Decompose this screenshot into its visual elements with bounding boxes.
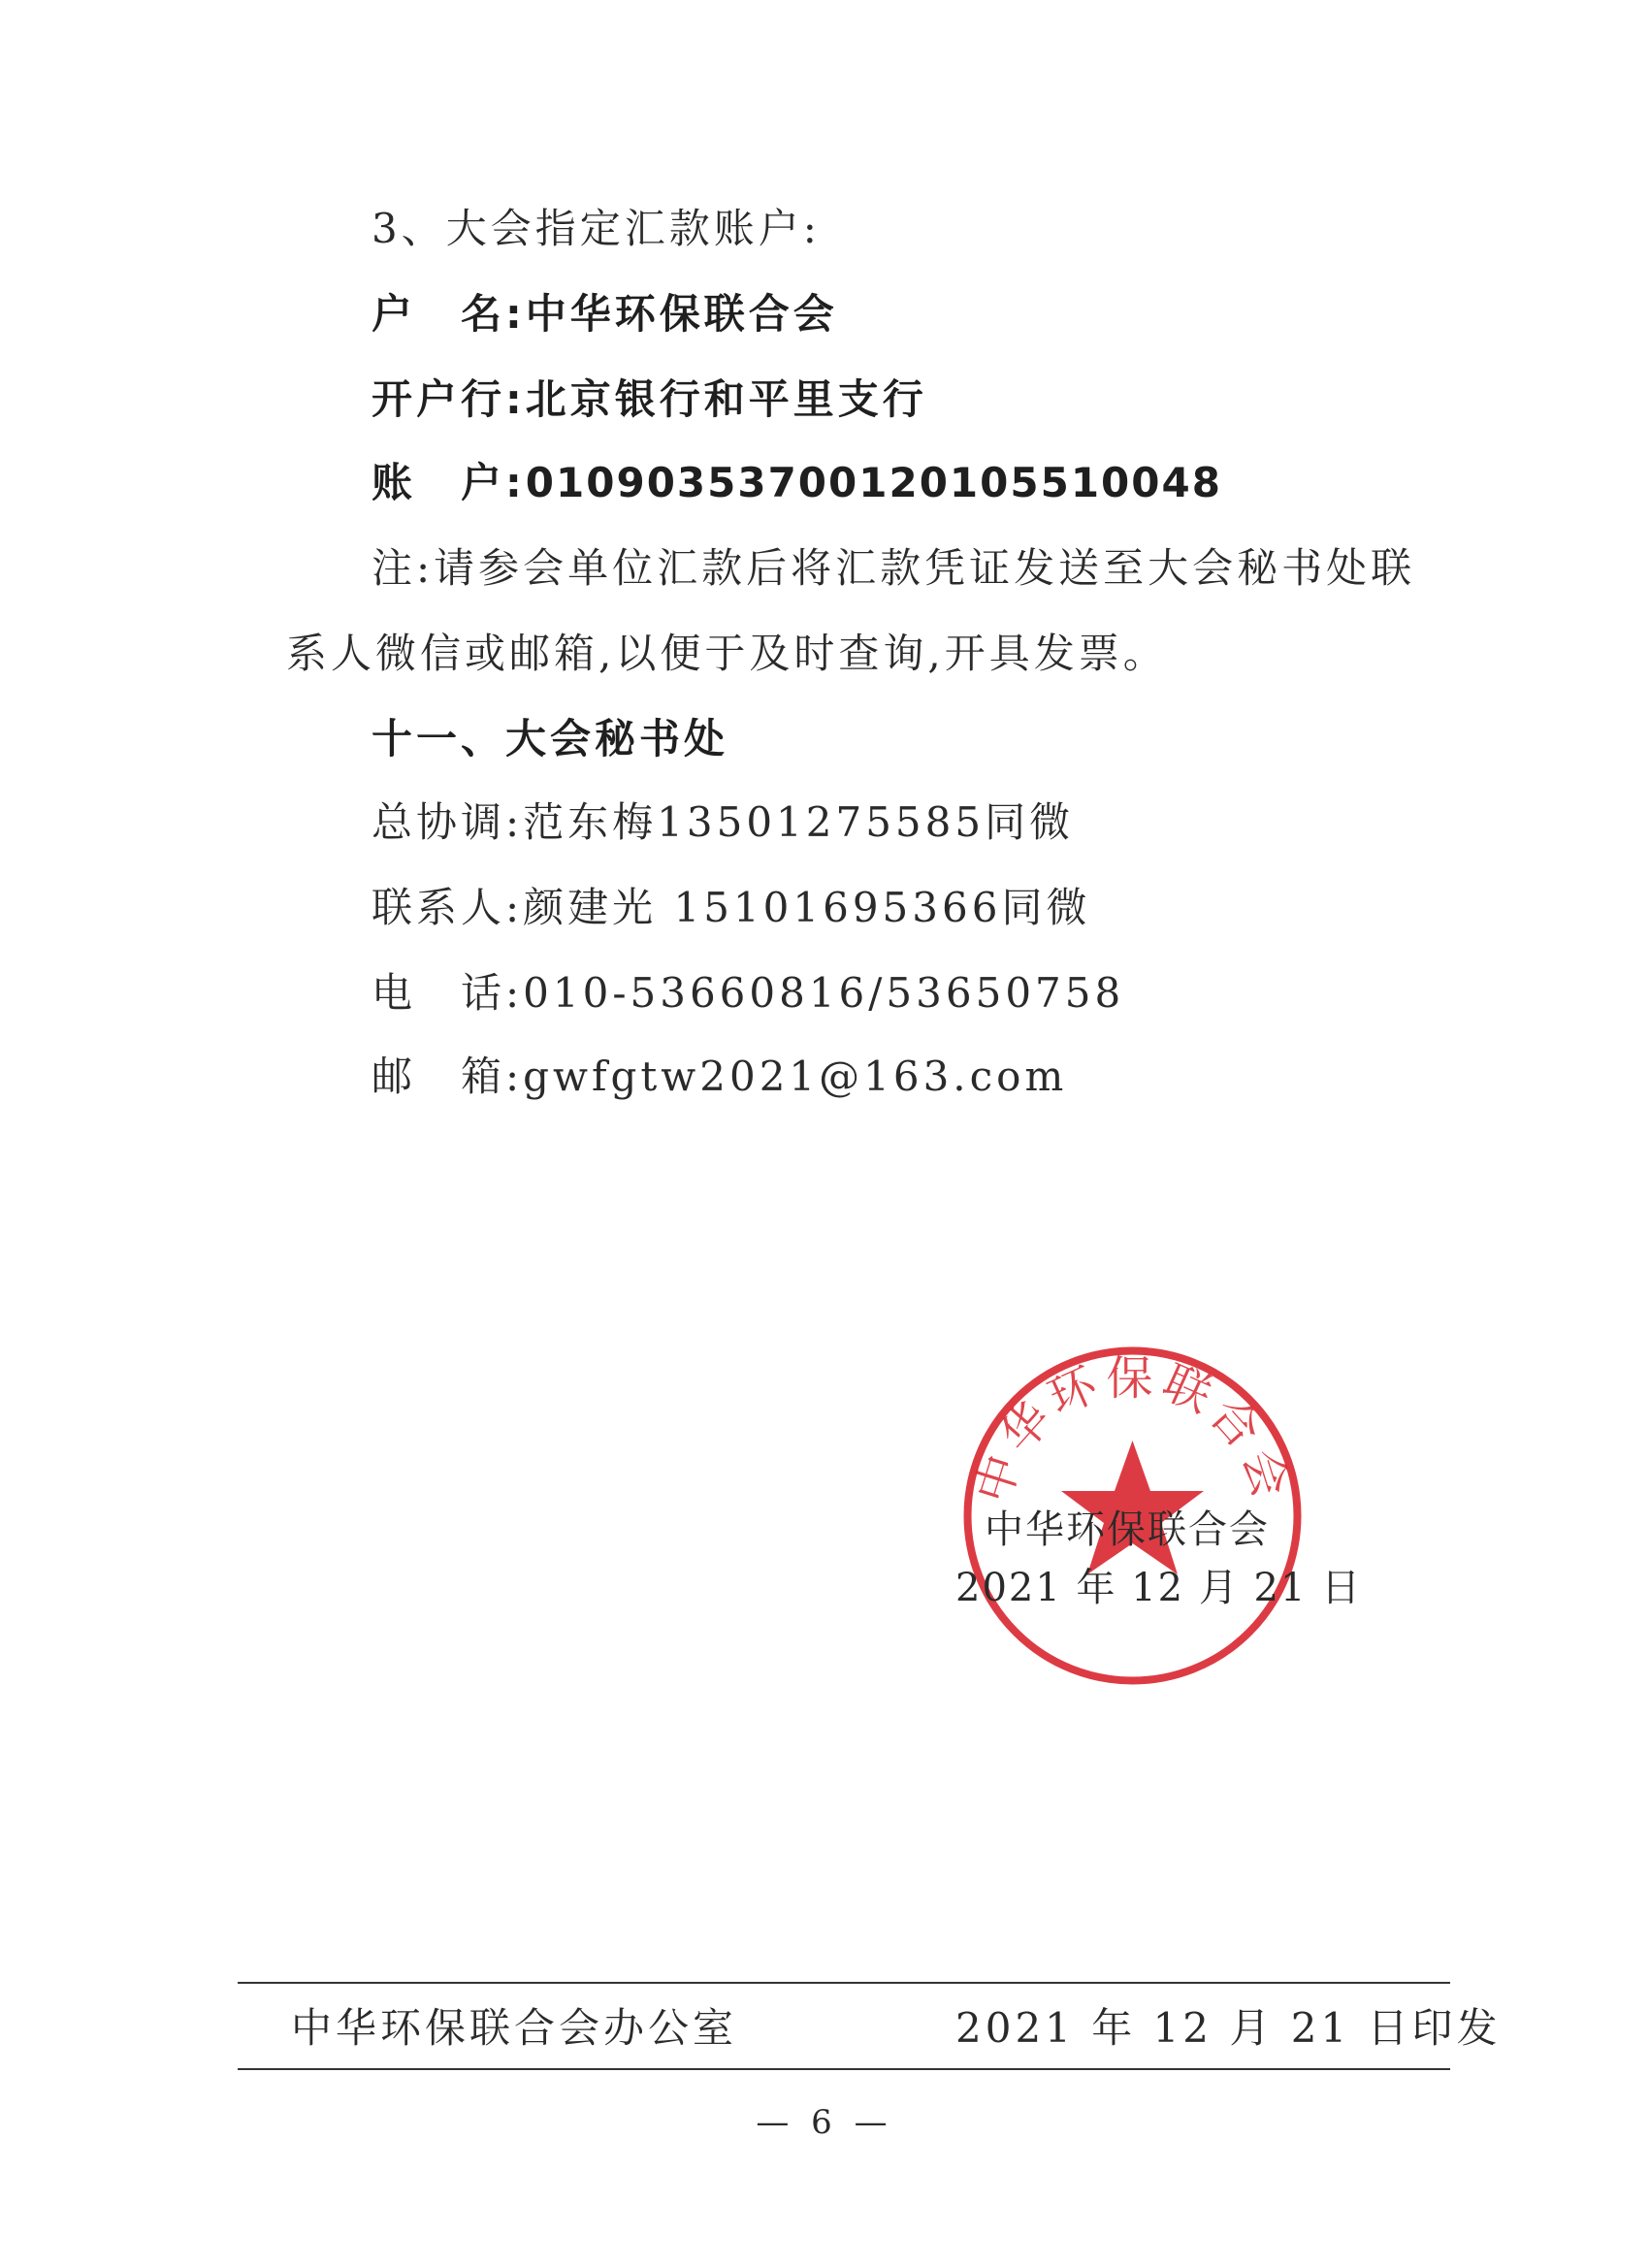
account-name-label: 户 名: <box>372 290 526 338</box>
seal-arc-text: 中华环保联合会 <box>965 1350 1300 1509</box>
account-number-row <box>372 456 1222 510</box>
signature-date: 2021 年 12 月 21 日 <box>955 1566 1363 1610</box>
footer-issuer: 中华环保联合会办公室 <box>291 2004 738 2052</box>
footer-top-rule <box>238 1982 1450 1984</box>
account-name-value: 中华环保联合会 <box>525 290 838 338</box>
footer-issue-date: 2021 年 12 月 21 日印发 <box>955 2004 1502 2052</box>
page-number: — 6 — <box>756 2103 893 2142</box>
account-name-row <box>372 287 838 341</box>
note-line-1: 注:请参会单位汇款后将汇款凭证发送至大会秘书处联 <box>372 544 1416 592</box>
bank-row <box>372 373 927 427</box>
secretariat-heading: 十一、大会秘书处 <box>372 715 729 762</box>
bank-label: 开户行: <box>372 375 526 423</box>
bank-value: 北京银行和平里支行 <box>525 375 927 423</box>
contact-line: 联系人:颜建光 15101695366同微 <box>372 884 1091 931</box>
phone-line: 电 话:010-53660816/53650758 <box>372 969 1125 1017</box>
email-line: 邮 箱:gwfgtw2021@163.com <box>372 1053 1068 1100</box>
footer-bottom-rule <box>238 2068 1450 2070</box>
note-line-2: 系人微信或邮箱,以便于及时查询,开具发票。 <box>286 630 1168 677</box>
account-number-value: 01090353700120105510048 <box>525 459 1222 506</box>
signature-org: 中华环保联合会 <box>985 1507 1270 1552</box>
account-number-label: 账 户: <box>372 459 526 506</box>
remit-heading: 3、大会指定汇款账户: <box>372 205 821 252</box>
coordinator-line: 总协调:范东梅13501275585同微 <box>372 798 1075 846</box>
